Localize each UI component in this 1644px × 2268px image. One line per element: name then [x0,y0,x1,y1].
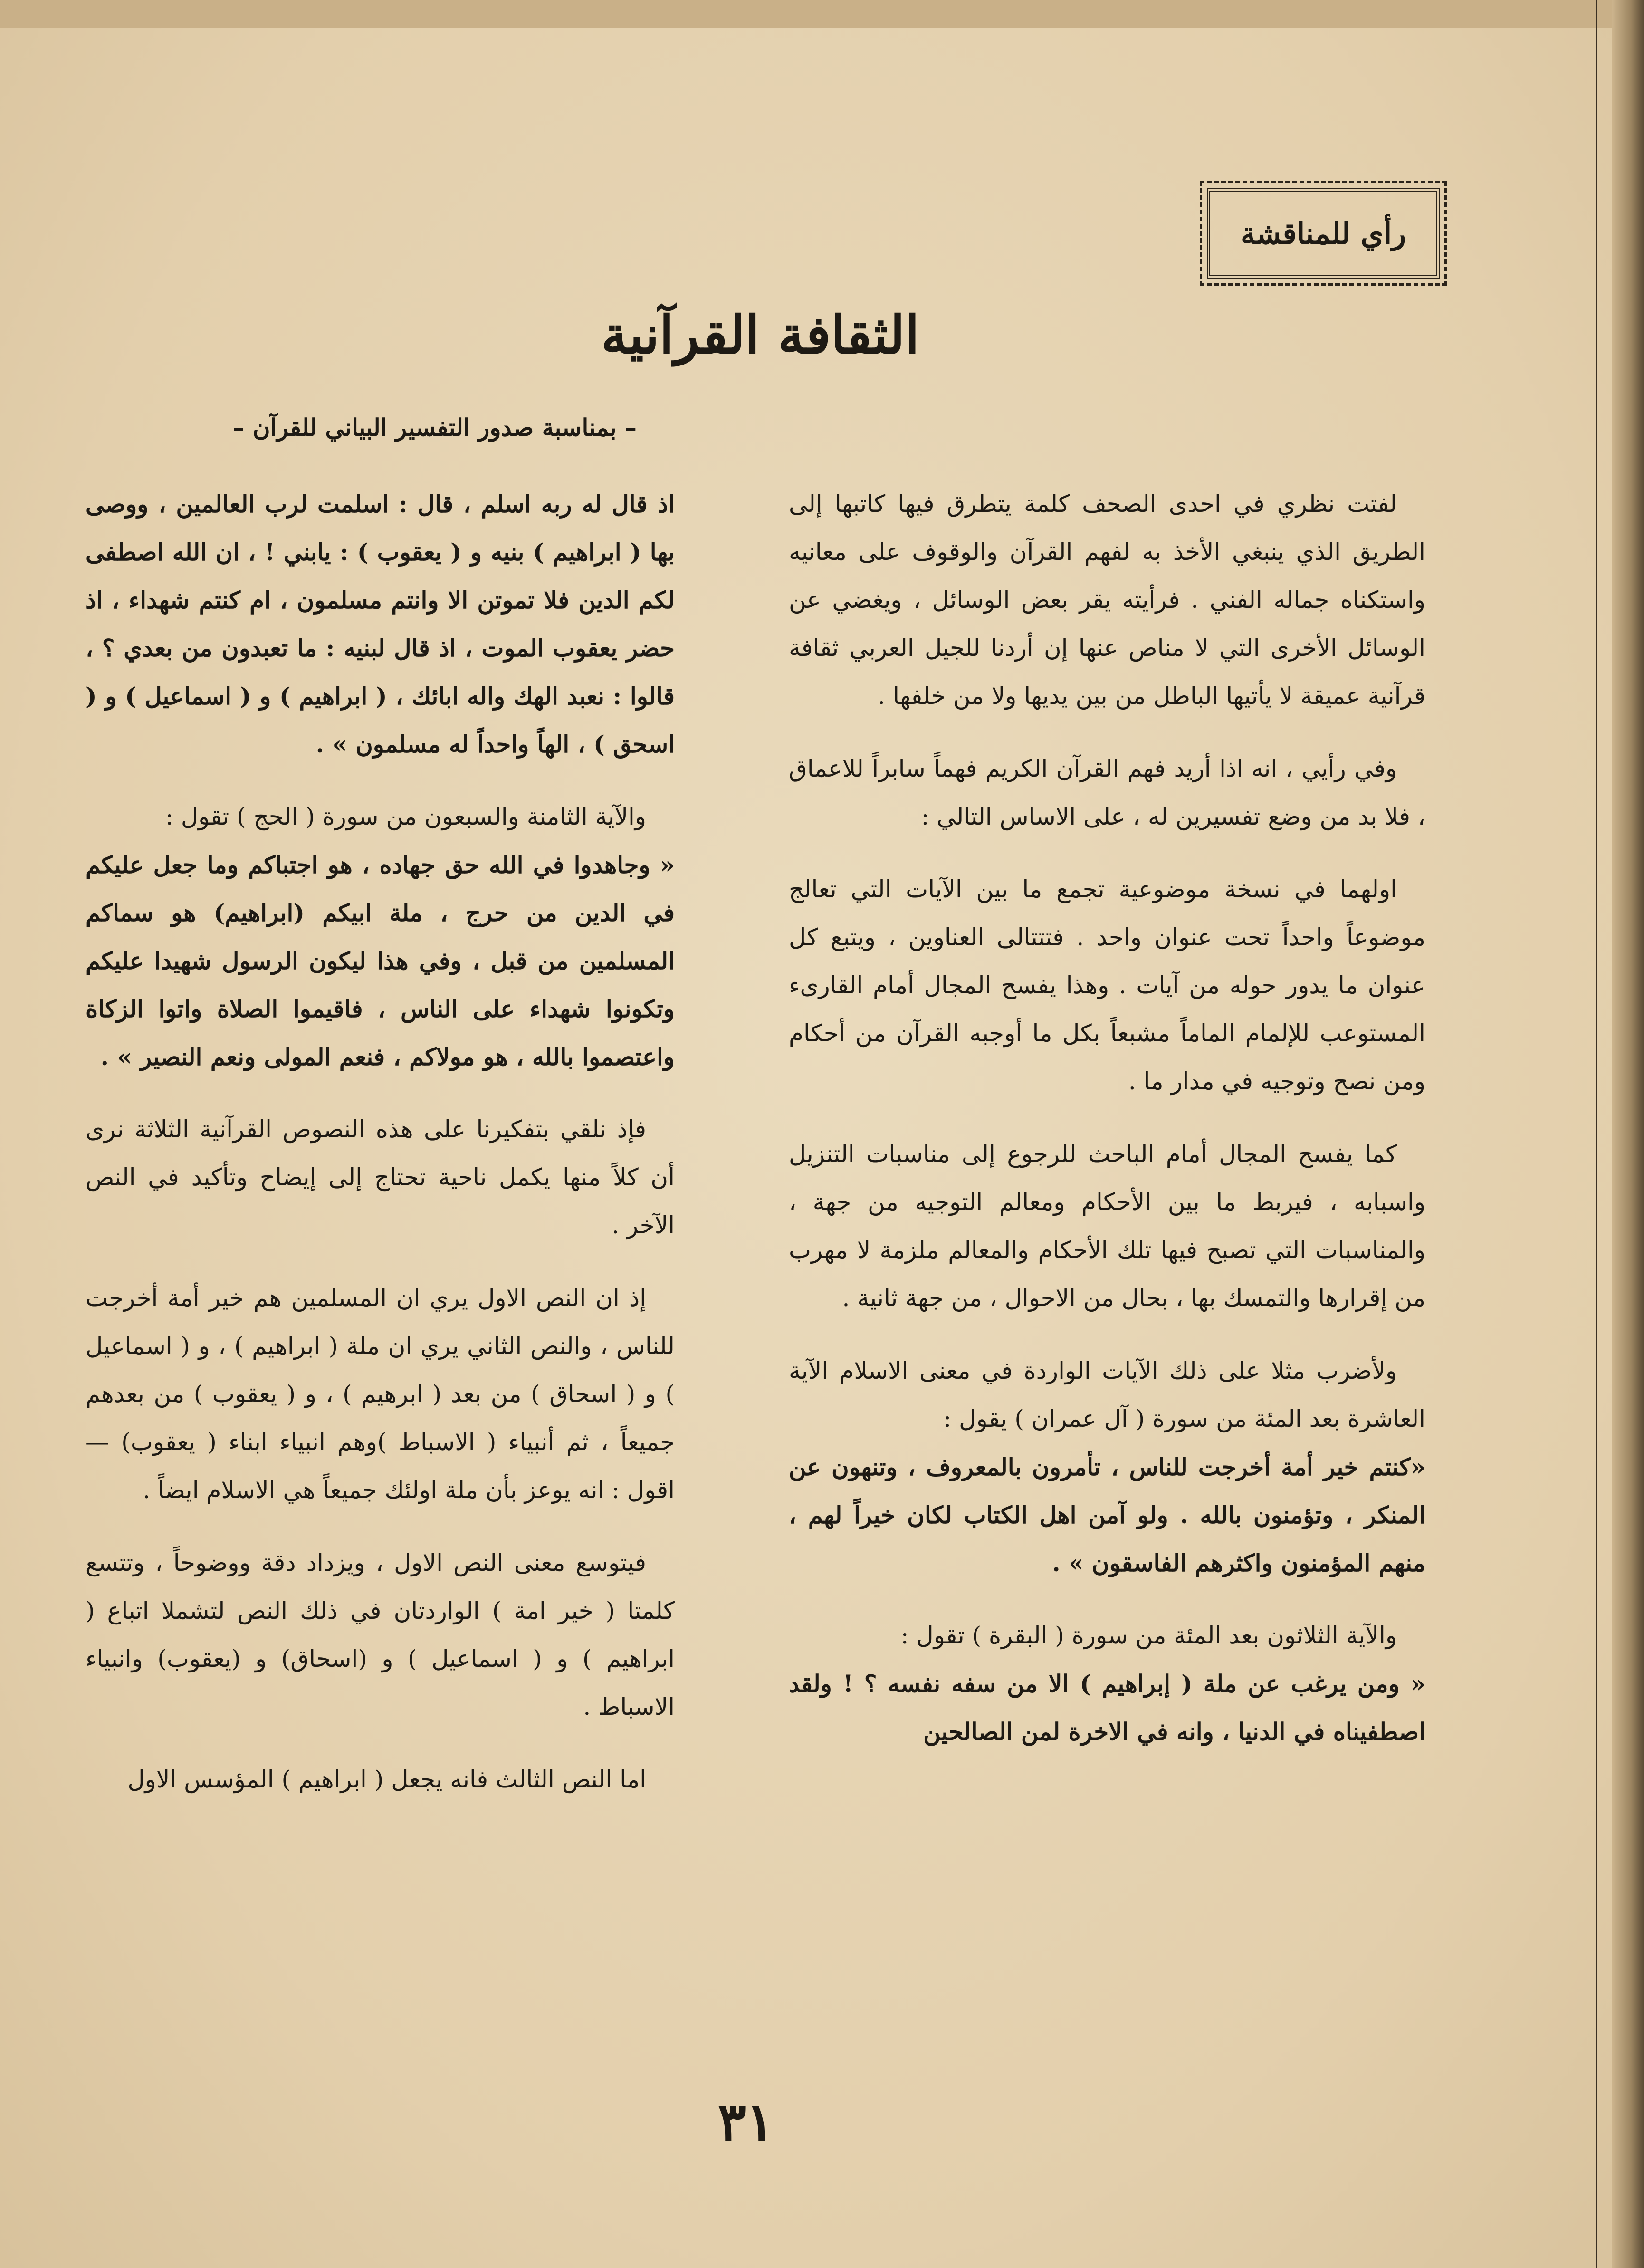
page-number: ٣١ [717,2091,774,2153]
paragraph: فيتوسع معنى النص الاول ، ويزداد دقة ووضوحاً ، وتتسع كلمتا ( خير امة ) الواردتان في ذلك النص لتشملا اتباع ( ابراهيم ) و ( اسماعيل ) و (اسحاق) و (يعقوب) وانبياء الاسباط . [86,1549,675,1720]
paragraph: لفتت نظري في احدى الصحف كلمة يتطرق فيها كاتبها إلى الطريق الذي ينبغي الأخذ به لفهم القرآن والوقوف على معانيه واستكناه جماله الفني . فرأيته يقر بعض الوسائل ، ويغضي عن الوسائل الأخرى التي لا مناص عنها إن أردنا للجيل العربي ثقافة قرآنية عميقة لا يأتيها الباطل من بين يديها ولا من خلفها . [789,490,1425,710]
quran-quote: « وجاهدوا في الله حق جهاده ، هو اجتباكم وما جعل عليكم في الدين من حرج ، ملة ابيكم (ابراهيم) هو سماكم المسلمين من قبل ، وفي هذا ليكون الرسول شهيدا عليكم وتكونوا شهداء على الناس ، فاقيموا الصلاة واتوا الزكاة واعتصموا بالله ، هو مولاكم ، فنعم المولى ونعم النصير » . [86,851,675,1071]
page-right-edge [1612,0,1644,2268]
paragraph: والآية الثامنة والسبعون من سورة ( الحج ) تقول : [165,803,646,830]
right-column [789,480,1425,2006]
paragraph: والآية الثلاثون بعد المئة من سورة ( البقرة ) تقول : [900,1622,1397,1649]
paragraph: كما يفسح المجال أمام الباحث للرجوع إلى مناسبات التنزيل واسبابه ، فيربط ما بين الأحكام ومعالم التوجيه من جهة ، والمناسبات التي تصبح فيها تلك الأحكام والمعالم ملزمة لا مهرب من إقرارها والتمسك بها ، بحال من الاحوال ، من جهة ثانية . [789,1140,1425,1312]
vertical-rule [1596,0,1597,2268]
left-column [86,480,675,2006]
quran-quote: «كنتم خير أمة أخرجت للناس ، تأمرون بالمعروف ، وتنهون عن المنكر ، وتؤمنون بالله . ولو آمن اهل الكتاب لكان خيراً لهم ، منهم المؤمنون واكثرهم الفاسقون » . [789,1453,1425,1577]
section-label: رأي للمناقشة [1240,216,1406,251]
section-label-box [1207,188,1440,279]
article-subtitle: – بمناسبة صدور التفسير البياني للقرآن – [232,413,637,442]
paragraph: اما النص الثالث فانه يجعل ( ابراهيم ) المؤسس الاول [127,1766,646,1793]
quran-quote: « ومن يرغب عن ملة ( إبراهيم ) الا من سفه نفسه ؟ ! ولقد اصطفيناه في الدنيا ، وانه في الاخرة لمن الصالحين [789,1670,1425,1746]
paragraph: ولأضرب مثلا على ذلك الآيات الواردة في معنى الاسلام الآية العاشرة بعد المئة من سورة ( آل عمران ) يقول : [789,1357,1425,1432]
paragraph: اولهما في نسخة موضوعية تجمع ما بين الآيات التي تعالج موضوعاً واحداً تحت عنوان واحد . فتتتالى العناوين ، ويتبع كل عنوان ما يدور حوله من آيات . وهذا يفسح المجال أمام القارىء المستوعب للإلمام الماماً مشبعاً بكل ما أوجبه القرآن من أحكام ومن نصح وتوجيه في مدار ما . [789,875,1425,1095]
article-title: الثقافة القرآنية [601,304,920,365]
quran-quote: اذ قال له ربه اسلم ، قال : اسلمت لرب العالمين ، ووصى بها ( ابراهيم ) بنيه و ( يعقوب ) : يابني ! ، ان الله اصطفى لكم الدين فلا تموتن الا وانتم مسلمون ، ام كنتم شهداء ، اذ حضر يعقوب الموت ، اذ قال لبنيه : ما تعبدون من بعدي ؟ ، قالوا : نعبد الهك واله ابائك ، ( ابراهيم ) و ( اسماعيل ) و ( اسحق ) ، الهاً واحداً له مسلمون » . [86,490,675,758]
paragraph: إذ ان النص الاول يري ان المسلمين هم خير أمة أخرجت للناس ، والنص الثاني يري ان ملة ( ابراهيم ) ، و ( اسماعيل ) و ( اسحاق ) من بعد ( ابرهيم ) ، و ( يعقوب ) من بعدهم جميعاً ، ثم أنبياء ( الاسباط )وهم انبياء ابناء ( يعقوب) — اقول : انه يوعز بأن ملة اولئك جميعاً هي الاسلام ايضاً . [86,1284,675,1504]
paragraph: فإذ نلقي بتفكيرنا على هذه النصوص القرآنية الثلاثة نرى أن كلاً منها يكمل ناحية تحتاج إلى إيضاح وتأكيد في النص الآخر . [86,1115,675,1239]
page-top-edge [0,0,1644,28]
paragraph: وفي رأيي ، انه اذا أريد فهم القرآن الكريم فهماً سابراً للاعماق ، فلا بد من وضع تفسيرين له ، على الاساس التالي : [789,755,1425,830]
